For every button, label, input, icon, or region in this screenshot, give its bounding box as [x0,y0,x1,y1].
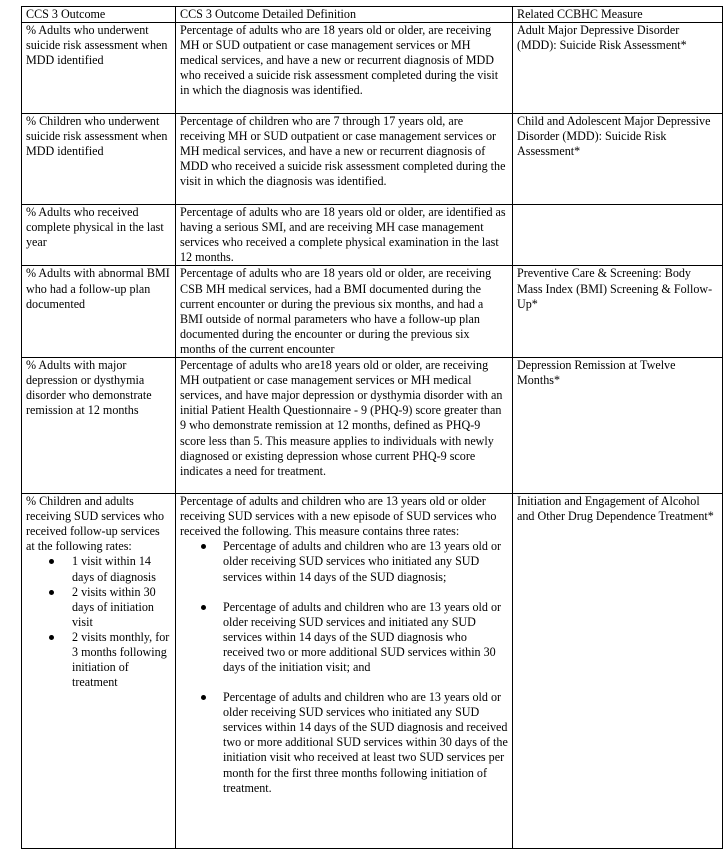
list-item [26,585,171,630]
outcome-cell: % Adults who underwent suicide risk assessment when MDD identified [22,23,176,114]
list-item-text: 2 visits within 30 days of initiation visit [72,584,156,629]
definition-cell: Percentage of adults who are 18 years old or older, are identified as having a serious SMI, and are receiving MH case management services who received a complete physical examination in the last 12 months. [176,205,513,266]
list-item [180,600,508,675]
table-row [22,114,723,205]
definition-cell: Percentage of adults who are 18 years old or older, are receiving MH or SUD outpatient or case management services or MH medical services, and have a new or recurrent diagnosis of MDD who received a suicide risk assessment completed during the visit in which the diagnosis was identified. [176,23,513,114]
definition-intro: Percentage of adults and children who are 13 years old or older receiving SUD services with a new episode of SUD services who received the following. This measure contains three rates: [180,494,497,539]
list-item [180,690,508,796]
table-row [22,23,723,114]
outcome-cell: % Children who underwent suicide risk assessment when MDD identified [22,114,176,205]
table-row [22,358,723,494]
definition-cell [176,494,513,849]
measure-cell: Adult Major Depressive Disorder (MDD): Suicide Risk Assessment* [513,23,723,114]
definition-cell: Percentage of children who are 7 through 17 years old, are receiving MH or SUD outpatient or case management services or MH medical services, and have a new or recurrent diagnosis of MDD who received a suicide risk assessment completed during the visit in which the diagnosis was identified. [176,114,513,205]
header-definition: CCS 3 Outcome Detailed Definition [176,7,513,23]
list-item-text: Percentage of adults and children who are 13 years old or older receiving SUD services who initiated any SUD services within 14 days of the SUD diagnosis and received two or more additional SUD services within 30 days of the initiation visit who received at least two SUD services per month for the first three months following initiation of treatment. [223,690,508,795]
list-item [26,630,171,690]
bullet-icon [49,590,54,595]
bullet-icon [201,544,206,549]
header-outcome: CCS 3 Outcome [22,7,176,23]
bullet-icon [201,605,206,610]
list-item-text: 1 visit within 14 days of diagnosis [72,554,156,584]
list-item [26,554,171,584]
outcome-intro: % Children and adults receiving SUD services who received follow-up services at the following rates: [26,494,165,554]
measure-cell: Preventive Care & Screening: Body Mass Index (BMI) Screening & Follow-Up* [513,266,723,358]
header-measure: Related CCBHC Measure [513,7,723,23]
measure-cell: Child and Adolescent Major Depressive Disorder (MDD): Suicide Risk Assessment* [513,114,723,205]
table-row [22,266,723,358]
measure-cell [513,205,723,266]
measure-cell: Depression Remission at Twelve Months* [513,358,723,494]
list-item-text: Percentage of adults and children who are 13 years old or older receiving SUD services who initiated any SUD services within 14 days of the SUD diagnosis; [223,539,502,584]
definition-rate-list [180,539,508,795]
header-row [22,7,723,23]
list-item-text: 2 visits monthly, for 3 months following initiation of treatment [72,629,170,690]
outcome-cell [22,494,176,849]
outcome-cell: % Adults who received complete physical in the last year [22,205,176,266]
definition-cell: Percentage of adults who are 18 years old or older, are receiving CSB MH medical services, had a BMI documented during the current encounter or during the previous six months, and had a BMI outside of normal parameters who have a follow-up plan documented during the encounter or during the previous six months of the current encounter [176,266,513,358]
table-row [22,205,723,266]
outcome-cell: % Adults with major depression or dysthymia disorder who demonstrate remission at 12 months [22,358,176,494]
table-row [22,494,723,849]
bullet-icon [49,635,54,640]
outcome-cell: % Adults with abnormal BMI who had a follow-up plan documented [22,266,176,358]
bullet-icon [201,695,206,700]
bullet-icon [49,559,54,564]
definition-cell: Percentage of adults who are18 years old or older, are receiving MH outpatient or case management services or MH medical services, and have major depression or dysthymia disorder with an initial Patient Health Questionnaire - 9 (PHQ-9) score greater than 9 who demonstrate remission at 12 months, defined as PHQ-9 score less than 5. This measure applies to individuals with newly diagnosed or existing depression whose current PHQ-9 score indicates a need for treatment. [176,358,513,494]
outcomes-table [21,6,723,849]
outcome-rate-list [26,554,171,690]
measure-cell: Initiation and Engagement of Alcohol and Other Drug Dependence Treatment* [513,494,723,849]
list-item [180,539,508,584]
list-item-text: Percentage of adults and children who are 13 years old or older receiving SUD services and initiated any SUD services within 14 days of the SUD diagnosis who received two or more additional SUD services within 30 days of the initiation visit; and [223,599,502,674]
